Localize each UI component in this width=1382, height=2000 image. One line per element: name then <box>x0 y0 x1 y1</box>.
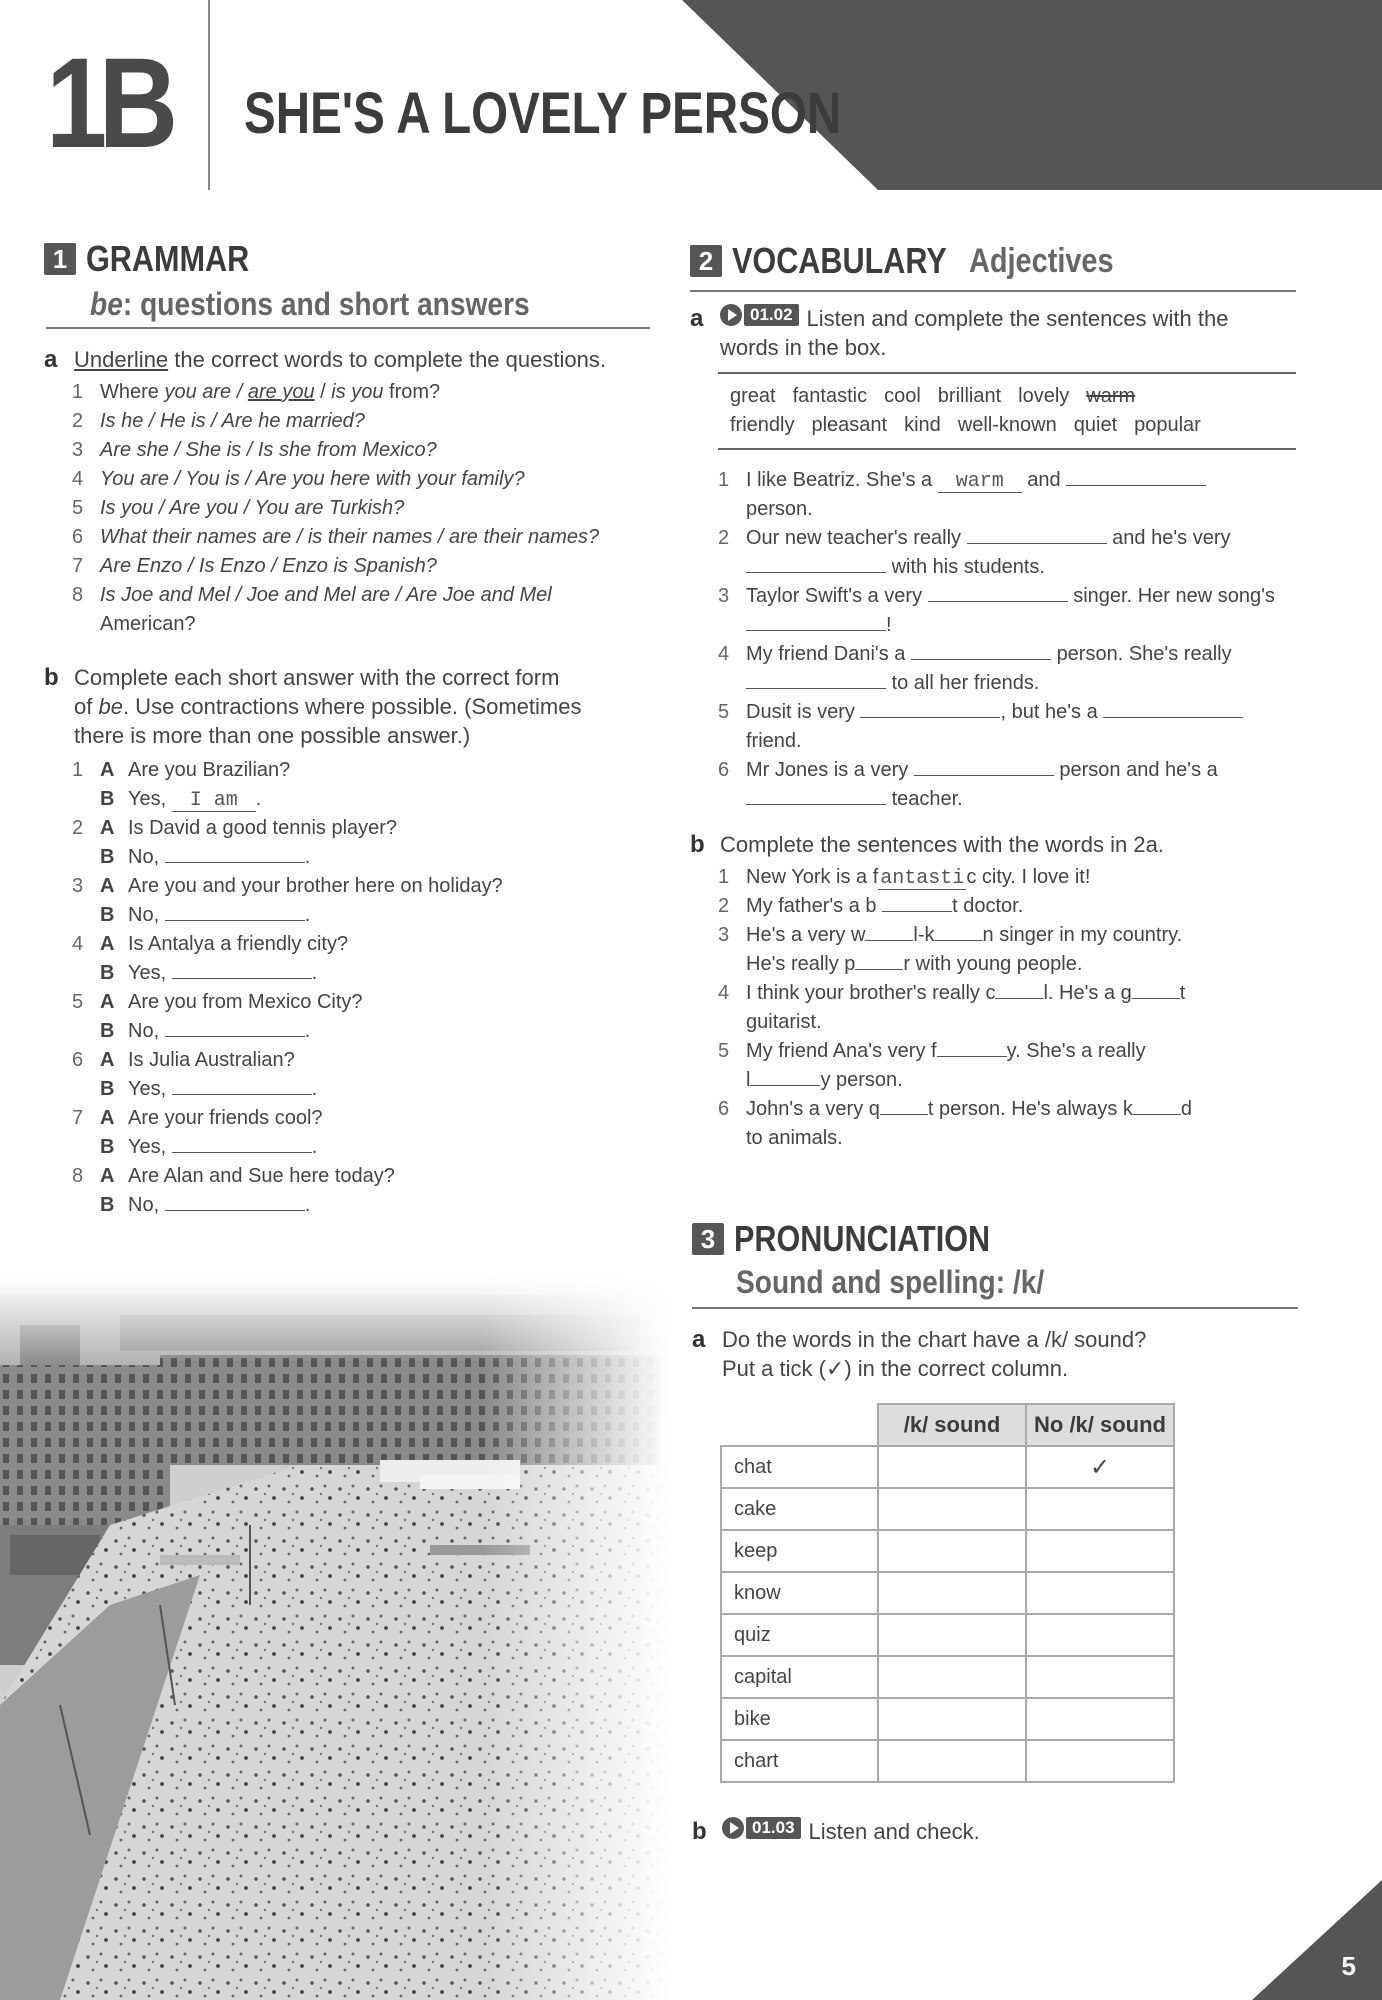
tick-cell[interactable] <box>1026 1614 1174 1656</box>
answer-blank[interactable] <box>937 1038 1007 1057</box>
tick-cell[interactable] <box>1026 1698 1174 1740</box>
tick-cell[interactable]: ✓ <box>1026 1446 1174 1488</box>
list-item: 2 My father's a b t doctor. <box>718 895 1024 917</box>
vocab-a-items <box>718 466 1300 814</box>
header-divider <box>208 0 210 190</box>
exercise-a-instruction: a Do the words in the chart have a /k/ sound? Put a tick (✓) in the correct column. <box>692 1326 1147 1381</box>
answer-blank[interactable] <box>855 951 903 970</box>
list-item: 4 I think your brother's really c l. He's a g t <box>718 982 1186 1004</box>
tick-cell[interactable] <box>878 1740 1026 1782</box>
dialog-answer: B No, . <box>100 1020 311 1042</box>
list-item: 2 Our new teacher's really and he's very <box>718 527 1231 549</box>
column-header: /k/ sound <box>878 1404 1026 1446</box>
dialog-answer: B Yes, . <box>100 1078 318 1100</box>
answer-blank[interactable] <box>746 554 886 573</box>
dialog-answer: B No, . <box>100 904 311 926</box>
section-rule <box>690 290 1296 292</box>
answer-blank[interactable] <box>928 583 1068 602</box>
list-item: 8 Is Joe and Mel / Joe and Mel are / Are Joe and Mel <box>72 584 552 606</box>
section-title: PRONUNCIATION <box>734 1218 991 1259</box>
table-row: capital <box>721 1656 1174 1698</box>
dialog-question: 3 A Are you and your brother here on holiday? <box>72 875 503 897</box>
tick-cell[interactable] <box>878 1698 1026 1740</box>
list-item: friend. <box>746 730 802 752</box>
vocabulary-section <box>690 240 1300 1153</box>
tick-cell[interactable] <box>878 1530 1026 1572</box>
audio-track-button[interactable]: 01.03 <box>722 1817 801 1839</box>
list-item: 4 You are / You is / Are you here with your family? <box>72 468 525 490</box>
section-number: 1 <box>44 243 76 275</box>
answer-blank[interactable] <box>750 1067 820 1086</box>
exercise-b-instruction: b Complete each short answer with the correct form of be. Use contractions where possible. (Sometimes there is more than one possible answer.) <box>44 664 582 748</box>
exercise-a-instruction: a 01.02 Listen and complete the sentences with the words in the box. <box>690 305 1229 360</box>
table-row: chat ✓ <box>721 1446 1174 1488</box>
table-row: chart <box>721 1740 1174 1782</box>
answer-blank[interactable] <box>746 786 886 805</box>
exercise-b-items <box>72 756 652 1220</box>
tick-cell[interactable] <box>1026 1488 1174 1530</box>
dialog-question: 5 A Are you from Mexico City? <box>72 991 363 1013</box>
answer-blank[interactable] <box>746 670 886 689</box>
word-box <box>718 372 1296 450</box>
dialog-answer: B Yes, . <box>100 1136 318 1158</box>
list-item: 2 Is he / He is / Are he married? <box>72 410 365 432</box>
audio-track-button[interactable]: 01.02 <box>720 304 799 326</box>
dialog-question: 6 A Is Julia Australian? <box>72 1049 295 1071</box>
answer-blank[interactable] <box>172 960 312 979</box>
list-item: l y person. <box>746 1069 903 1091</box>
dialog-question: 2 A Is David a good tennis player? <box>72 817 398 839</box>
exercise-a-items <box>72 378 652 639</box>
tick-cell[interactable] <box>1026 1572 1174 1614</box>
answer-blank[interactable] <box>1103 699 1243 718</box>
answer-blank[interactable] <box>165 902 305 921</box>
dialog-answer: B No, . <box>100 846 311 868</box>
pronunciation-section <box>692 1218 1302 1846</box>
list-item: 3 Are she / She is / Is she from Mexico? <box>72 439 437 461</box>
sound-chart <box>720 1403 1175 1783</box>
answer-blank[interactable] <box>880 1096 928 1115</box>
answer-blank[interactable] <box>860 699 1000 718</box>
list-item: 5 My friend Ana's very f y. She's a really <box>718 1040 1146 1062</box>
plaza-photo <box>0 1275 670 2000</box>
answer-blank[interactable] <box>914 757 1054 776</box>
pronunciation-heading <box>692 1218 1302 1260</box>
section-rule <box>46 327 650 329</box>
table-row: know <box>721 1572 1174 1614</box>
tick-cell[interactable] <box>1026 1656 1174 1698</box>
unit-title: SHE'S A LOVELY PERSON <box>244 81 842 146</box>
answer-blank[interactable] <box>172 1076 312 1095</box>
table-header-row <box>721 1404 1174 1446</box>
section-rule <box>692 1307 1298 1309</box>
table-row: bike <box>721 1698 1174 1740</box>
list-item: 7 Are Enzo / Is Enzo / Enzo is Spanish? <box>72 555 437 577</box>
grammar-heading <box>44 238 652 280</box>
list-item: He's really p r with young people. <box>746 953 1083 975</box>
section-number: 3 <box>692 1223 724 1255</box>
exercise-b-instruction: b Complete the sentences with the words in 2a. <box>690 831 1164 858</box>
answer-blank[interactable] <box>935 922 983 941</box>
pronunciation-subtitle: Sound and spelling: /k/ <box>736 1264 1045 1300</box>
dialog-question: 4 A Is Antalya a friendly city? <box>72 933 349 955</box>
list-item: 6 Mr Jones is a very person and he's a <box>718 759 1218 781</box>
dialog-answer: B No, . <box>100 1194 311 1216</box>
list-item: person. <box>746 498 813 520</box>
answer-blank[interactable]: warm <box>938 472 1022 493</box>
vocab-b-items <box>718 863 1300 1153</box>
tick-cell[interactable] <box>878 1446 1026 1488</box>
answer-blank[interactable] <box>995 980 1043 999</box>
unit-code: 1B <box>46 32 170 175</box>
grammar-subtitle: be: questions and short answers <box>90 286 530 322</box>
section-title: VOCABULARY <box>732 240 947 281</box>
answer-blank[interactable] <box>1132 980 1180 999</box>
tick-cell[interactable] <box>878 1614 1026 1656</box>
list-item: 3 Taylor Swift's a very singer. Her new song's <box>718 585 1275 607</box>
list-item: guitarist. <box>746 1011 822 1033</box>
tick-cell[interactable] <box>878 1656 1026 1698</box>
list-item: 6 John's a very q t person. He's always k d <box>718 1098 1193 1120</box>
exercise-a-instruction: a Underline the correct words to complete the questions. <box>44 346 606 373</box>
answer-blank[interactable] <box>1133 1096 1181 1115</box>
answer-blank[interactable]: I am <box>172 791 256 812</box>
answer-blank[interactable] <box>911 641 1051 660</box>
dialog-answer: B Yes, . <box>100 962 318 984</box>
list-item: 1 New York is a f antasti c city. I love it! <box>718 866 1091 890</box>
list-item: 4 My friend Dani's a person. She's really <box>718 643 1232 665</box>
answer-blank[interactable] <box>882 893 952 912</box>
dialog-answer: B Yes, I am . <box>100 788 262 812</box>
list-item: 1 I like Beatriz. She's a warm and <box>718 466 1300 495</box>
answer-blank[interactable] <box>1066 467 1206 486</box>
word-box-row: friendly pleasant kind well-known quiet popular <box>730 414 1201 436</box>
tick-cell[interactable] <box>878 1572 1026 1614</box>
list-item: 5 Is you / Are you / You are Turkish? <box>72 497 405 519</box>
answer-blank[interactable] <box>165 1018 305 1037</box>
tick-cell[interactable] <box>1026 1530 1174 1572</box>
table-row: cake <box>721 1488 1174 1530</box>
vocabulary-heading <box>690 240 1300 282</box>
list-item: with his students. <box>718 553 1300 582</box>
play-icon <box>720 304 742 326</box>
list-item: to animals. <box>746 1127 843 1149</box>
answer-blank[interactable] <box>865 922 913 941</box>
dialog-question: 8 A Are Alan and Sue here today? <box>72 1165 395 1187</box>
exercise-b-instruction: b 01.03 Listen and check. <box>692 1818 980 1845</box>
section-title: GRAMMAR <box>86 238 250 279</box>
page-number: 5 <box>1341 1951 1356 1981</box>
list-item: 5 Dusit is very , but he's a <box>718 698 1300 727</box>
tick-cell[interactable] <box>1026 1740 1174 1782</box>
tick-cell[interactable] <box>878 1488 1026 1530</box>
answer-blank[interactable] <box>165 1192 305 1211</box>
word-box-row: great fantastic cool brilliant lovely warm <box>730 385 1136 407</box>
section-number: 2 <box>690 245 722 277</box>
list-item: 6 What their names are / is their names / are their names? <box>72 526 600 548</box>
answer-blank[interactable] <box>967 525 1107 544</box>
page-corner <box>1252 1880 1382 2000</box>
table-row: keep <box>721 1530 1174 1572</box>
list-item: to all her friends. <box>718 669 1300 698</box>
list-item: teacher. <box>718 785 1300 814</box>
answer-blank[interactable] <box>172 1134 312 1153</box>
list-item: 1 Where you are / are you / is you from? <box>72 381 441 403</box>
list-item: 3 He's a very w l-k n singer in my country. <box>718 924 1183 946</box>
list-item: American? <box>100 613 196 635</box>
grammar-section <box>44 238 652 1220</box>
section-subtitle: Adjectives <box>968 241 1114 280</box>
list-item: ! <box>718 611 1300 640</box>
dialog-question: 7 A Are your friends cool? <box>72 1107 323 1129</box>
table-row: quiz <box>721 1614 1174 1656</box>
column-header: No /k/ sound <box>1026 1404 1174 1446</box>
answer-blank[interactable]: antasti <box>880 867 965 890</box>
play-icon <box>722 1817 744 1839</box>
answer-blank[interactable] <box>165 844 305 863</box>
answer-blank[interactable] <box>746 612 886 631</box>
dialog-question: 1 A Are you Brazilian? <box>72 759 291 781</box>
